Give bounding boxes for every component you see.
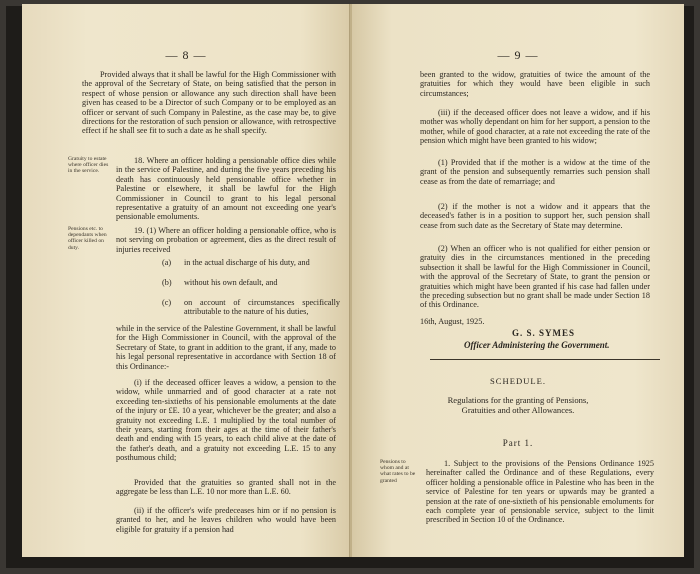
- margin-note-section-19: Pensions etc. to dependants when officer killed on duty.: [68, 226, 107, 251]
- section-18-paragraph: 18. Where an officer holding a pensionable office dies while in the service of Palestine, and during the five years preceding his death has continuously held pensionable office whether in Palestine or elsewhere, it shall be lawful for the High Commissioner in Council to grant to his legal personal representative a gratuity of an amount not exceeding one year's pensionable emoluments.: [116, 156, 336, 222]
- clause-ii-paragraph: (ii) if the officer's wife predeceases him or if no pension is granted to her, and he leaves children who would have been eligible for gratuity if a pension had: [116, 506, 336, 534]
- horizontal-rule: [430, 359, 660, 360]
- right-page: [352, 4, 684, 557]
- signatory-title: Officer Administering the Government.: [464, 340, 610, 350]
- item-b-label: (b): [162, 278, 172, 287]
- item-c-text: on account of circumstances specifically attributable to the nature of his duties,: [184, 298, 340, 317]
- while-paragraph: while in the service of the Palestine Government, it shall be lawful for the High Commissioner in Council, with the approval of the Secretary of State, to grant in addition to the grant, if any, made to his legal personal representative in accordance with Section 18 of this Ordinance:-: [116, 324, 336, 371]
- clause-iii-paragraph: (iii) if the deceased officer does not leave a widow, and if his mother was wholly dependant on him for her support, a pension to the mother, while of good character, at a rate not exceeding the rate of the pension which might have been granted to his widow;: [420, 108, 650, 146]
- margin-note-section-18: Gratuity to estate where officer dies in the service.: [68, 156, 109, 175]
- item-a-text: in the actual discharge of his duty, and: [184, 258, 310, 267]
- clause-i-paragraph: (i) if the deceased officer leaves a widow, a pension to the widow, while unmarried and of good character at a rate not exceeding ten-sixtieths of his pensionable emoluments at the date of the injury or £E. 10 a year, whichever be the greater; and also a gratuity not exceeding L.E. 1 multiplied by the total number of their years, starting from their ages at the time of their father's death and ending with 15 years, to each child alive at the date of the father's death, and a gratuity not exceeding L.E. 15 to any posthumous child;: [116, 378, 336, 463]
- subsection-2-paragraph: (2) When an officer who is not qualified for either pension or gratuity dies in the circumstances mentioned in the preceding subsection it shall be lawful for the High Commissioner in Council, with the approval of the Secretary of State, to grant the pension or gratuities which might have been granted if his case had fallen under the preceding subsection but no grant shall be made under Section 18 of this Ordinance.: [420, 244, 650, 310]
- proviso-1-paragraph: (1) Provided that if the mother is a widow at the time of the grant of the pension and subsequently remarries such pension shall cease as from the date of remarriage; and: [420, 158, 650, 186]
- item-b: [162, 278, 342, 287]
- proviso-paragraph: Provided always that it shall be lawful for the High Commissioner with the approval of the Secretary of State, on being satisfied that the person in respect of whose pension or allowance any such direction shall have been given has ceased to be a Director of such Company or to be employed as an officer or servant of such Company in Palestine, as the case may be, to give directions for the restoration of such pension or allowance, with retrospective effect if he shall see fit to such a date as he shall specify.: [82, 70, 336, 136]
- schedule-subtitle-2: Gratuities and other Allowances.: [461, 405, 575, 415]
- schedule-subtitle-1: Regulations for the granting of Pensions,: [447, 395, 589, 405]
- ordinance-date: 16th, August, 1925.: [420, 317, 485, 326]
- page-number-right: — 9 —: [497, 48, 539, 62]
- part-heading: Part 1.: [502, 438, 534, 448]
- section-19-paragraph: 19. (1) Where an officer holding a pensionable office, who is not serving on probation or agreement, dies as the direct result of injuries received: [116, 226, 336, 254]
- margin-note-part-1: Pensions to whom and at what rates to be granted: [380, 459, 416, 484]
- signatory-name: G. S. SYMES: [512, 328, 576, 338]
- left-page: [22, 4, 350, 557]
- schedule-heading: SCHEDULE.: [489, 376, 547, 386]
- proviso-2-paragraph: (2) if the mother is not a widow and it appears that the deceased's father is in a position to support her, such pension shall cease from such date as the Secretary of State may determine.: [420, 202, 650, 230]
- page-number-left: — 8 —: [165, 48, 207, 62]
- item-a: [162, 258, 342, 267]
- item-a-label: (a): [162, 258, 172, 267]
- continued-paragraph: been granted to the widow, gratuities of twice the amount of the gratuities for which they would have been eligible in such circumstances;: [420, 70, 650, 98]
- item-c-label: (c): [162, 298, 172, 307]
- gratuity-proviso-paragraph: Provided that the gratuities so granted shall not in the aggregate be less than L.E. 10 nor more than L.E. 60.: [116, 478, 336, 497]
- regulation-1-paragraph: 1. Subject to the provisions of the Pensions Ordinance 1925 hereinafter called the Ordinance and of these Regulations, every officer holding a pensionable office in Palestine who has been in the service of Palestine for ten years or upwards may be granted a pension at the rate of one-sixtieth of his pensionable emoluments for each complete year of pensionable service, subject to the limit prescribed in Section 10 of the Ordinance.: [426, 459, 654, 525]
- item-c: [162, 298, 340, 317]
- item-b-text: without his own default, and: [184, 278, 278, 287]
